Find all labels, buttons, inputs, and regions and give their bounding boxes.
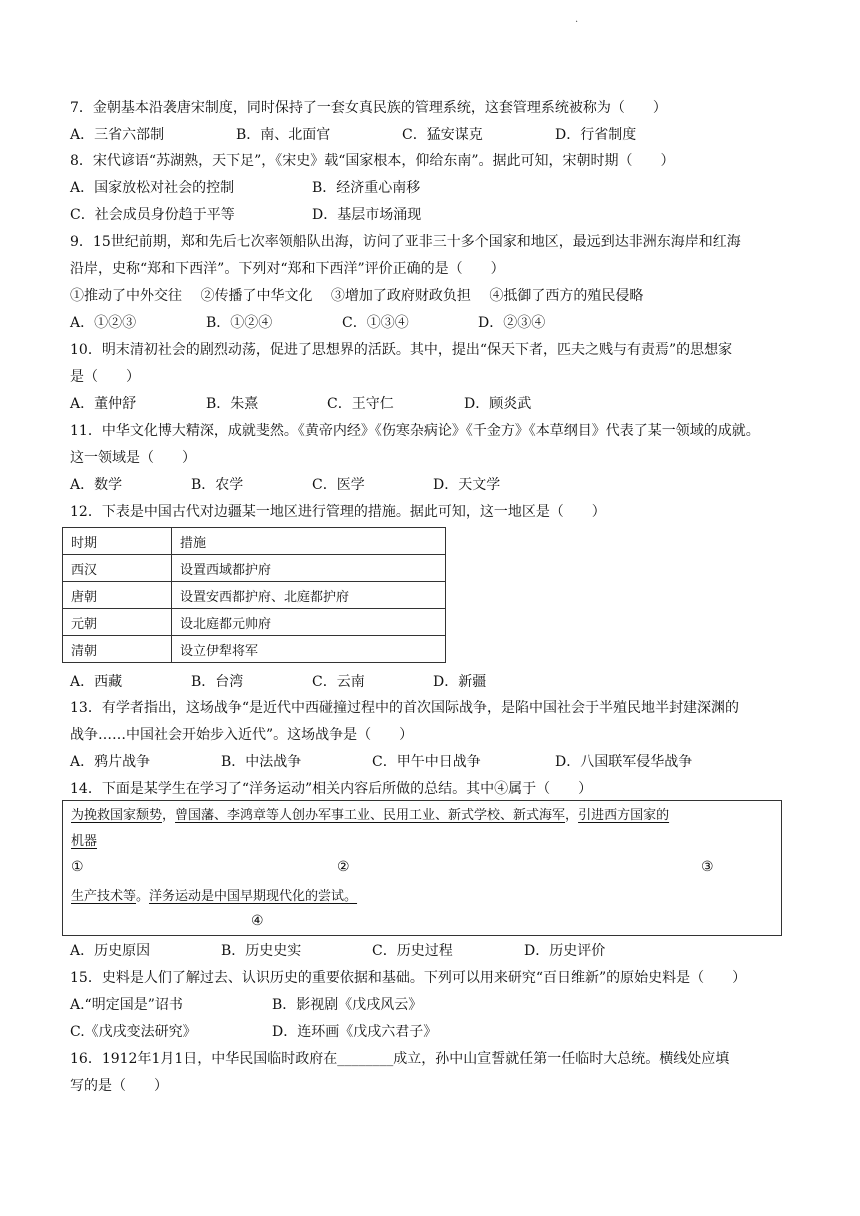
q10-option-c[interactable]: C．王守仁 [327,396,394,412]
q13-stem-line2: 战争……中国社会开始步入近代”。这场战争是（ ） [70,727,414,743]
q7-stem: 7．金朝基本沿袭唐宋制度，同时保持了一套女真民族的管理系统，这套管理系统被称为（ ） [70,100,667,116]
table-row [63,555,446,582]
q9-stem-line2: 沿岸，史称“郑和下西洋”。下列对“郑和下西洋”评价正确的是（ ） [70,261,505,277]
q12-option-a[interactable]: A．西藏 [70,674,123,690]
q8-option-c[interactable]: C．社会成员身份趋于平等 [70,207,235,223]
q8-option-d[interactable]: D．基层市场涌现 [312,207,422,223]
q11-option-d[interactable]: D．天文学 [433,477,501,493]
q12-option-b[interactable]: B．台湾 [191,674,244,690]
q14-segment-1: 为挽救国家颓势 [71,808,163,823]
q8-stem: 8．宋代谚语“苏湖熟，天下足”，《宋史》载“国家根本，仰给东南”。据此可知，宋朝时期（ ） [70,153,675,169]
table-cell: 元朝 [63,609,172,636]
table-cell: 西汉 [63,555,172,582]
q13-stem-line1: 13．有学者指出，这场战争“是近代中西碰撞过程中的首次国际战争，是陷中国社会于半殖民地半封建深渊的 [70,700,739,716]
table-header-cell: 措施 [172,528,446,555]
q14-option-b[interactable]: B．历史史实 [221,943,302,959]
q7-option-d[interactable]: D．行省制度 [555,127,637,143]
q10-option-b[interactable]: B．朱熹 [206,396,259,412]
table-row [63,582,446,609]
table-cell: 唐朝 [63,582,172,609]
table-header-row [63,528,446,555]
table-cell: 设置安西都护府、北庭都护府 [172,582,446,609]
table-cell: 设立伊犁将军 [172,636,446,663]
q11-option-a[interactable]: A．数学 [70,477,123,493]
q16-stem-line2: 写的是（ ） [70,1078,168,1094]
q14-segment-4: 洋务运动是中国早期现代化的尝试。 [149,889,358,904]
table-cell: 设置西域都护府 [172,555,446,582]
q12-option-c[interactable]: C．云南 [312,674,365,690]
q10-option-a[interactable]: A．董仲舒 [70,396,137,412]
q12-table [62,527,446,663]
q7-option-b[interactable]: B．南、北面官 [236,127,331,143]
q14-marker-4: ④ [251,913,264,929]
q9-option-d[interactable]: D．②③④ [478,315,546,331]
q13-option-a[interactable]: A．鸦片战争 [70,754,151,770]
q14-marker-1: ① [71,859,84,875]
q10-stem-line1: 10．明末清初社会的剧烈动荡，促进了思想界的活跃。其中，提出“保天下者，匹夫之贱与有责焉”的思想家 [70,342,733,358]
table-row [63,636,446,663]
q9-option-b[interactable]: B．①②④ [206,315,273,331]
q9-option-c[interactable]: C．①③④ [342,315,409,331]
q7-option-a[interactable]: A．三省六部制 [70,127,165,143]
q14-separator: ， [162,808,176,823]
q9-items: ①推动了中外交往 ②传播了中华文化 ③增加了政府财政负担 ④抵御了西方的殖民侵略 [70,288,644,304]
q15-option-c[interactable]: C.《戊戌变法研究》 [70,1024,197,1040]
q10-stem-line2: 是（ ） [70,369,140,385]
q8-option-a[interactable]: A．国家放松对社会的控制 [70,180,235,196]
q13-option-d[interactable]: D．八国联军侵华战争 [555,754,693,770]
q15-stem: 15．史料是人们了解过去、认识历史的重要依据和基础。下列可以用来研究“百日维新”的原始史料是（ ） [70,970,747,986]
q11-option-b[interactable]: B．农学 [191,477,244,493]
q14-separator: ， [565,808,579,823]
q9-stem-line1: 9．15世纪前期，郑和先后七次率领船队出海，访问了亚非三十多个国家和地区，最远到达非洲东海岸和红海 [70,234,741,250]
q13-option-b[interactable]: B．中法战争 [221,754,302,770]
q14-separator: 。 [136,889,150,904]
q10-option-d[interactable]: D．顾炎武 [464,396,532,412]
q11-stem-line1: 11．中华文化博大精深，成就斐然。《黄帝内经》《伤寒杂病论》《千金方》《本草纲目》代表了某一领域的成就。 [70,423,760,439]
q14-box-line2 [71,832,97,852]
q15-option-a[interactable]: A.“明定国是”诏书 [70,997,183,1013]
q14-option-a[interactable]: A．历史原因 [70,943,151,959]
header-dot: . [575,14,579,25]
q15-option-d[interactable]: D．连环画《戊戌六君子》 [272,1024,438,1040]
q12-stem: 12．下表是中国古代对边疆某一地区进行管理的措施。据此可知，这一地区是（ ） [70,504,606,520]
q7-option-c[interactable]: C．猛安谋克 [402,127,483,143]
q14-box-line1 [71,806,669,826]
q12-option-d[interactable]: D．新疆 [433,674,487,690]
q16-stem-line1: 16．1912年1月1日，中华民国临时政府在________成立，孙中山宣誓就任第一任临时大总统。横线处应填 [70,1051,730,1067]
q8-option-b[interactable]: B．经济重心南移 [312,180,421,196]
q14-segment-2: 曾国藩、李鸿章等人创办军事工业、民用工业、新式学校、新式海军 [175,808,566,823]
table-cell: 设北庭都元帅府 [172,609,446,636]
q11-option-c[interactable]: C．医学 [312,477,365,493]
table-cell: 清朝 [63,636,172,663]
table-header-cell: 时期 [63,528,172,555]
q14-segment-3: 引进西方国家的 [578,808,670,823]
q14-box-line3 [71,887,357,907]
table-row [63,609,446,636]
q14-marker-2: ② [337,859,350,875]
q14-segment-3-cont: 机器 [71,834,98,849]
q15-option-b[interactable]: B．影视剧《戊戌风云》 [272,997,423,1013]
q11-stem-line2: 这一领域是（ ） [70,450,196,466]
q14-segment-3-end: 生产技术等 [71,889,137,904]
q14-stem: 14．下面是某学生在学习了“洋务运动”相关内容后所做的总结。其中④属于（ ） [70,781,593,797]
q14-option-d[interactable]: D．历史评价 [524,943,606,959]
q9-option-a[interactable]: A．①②③ [70,315,137,331]
q14-summary-box [62,800,782,936]
q14-option-c[interactable]: C．历史过程 [372,943,453,959]
q13-option-c[interactable]: C．甲午中日战争 [372,754,481,770]
q14-marker-3: ③ [701,859,714,875]
